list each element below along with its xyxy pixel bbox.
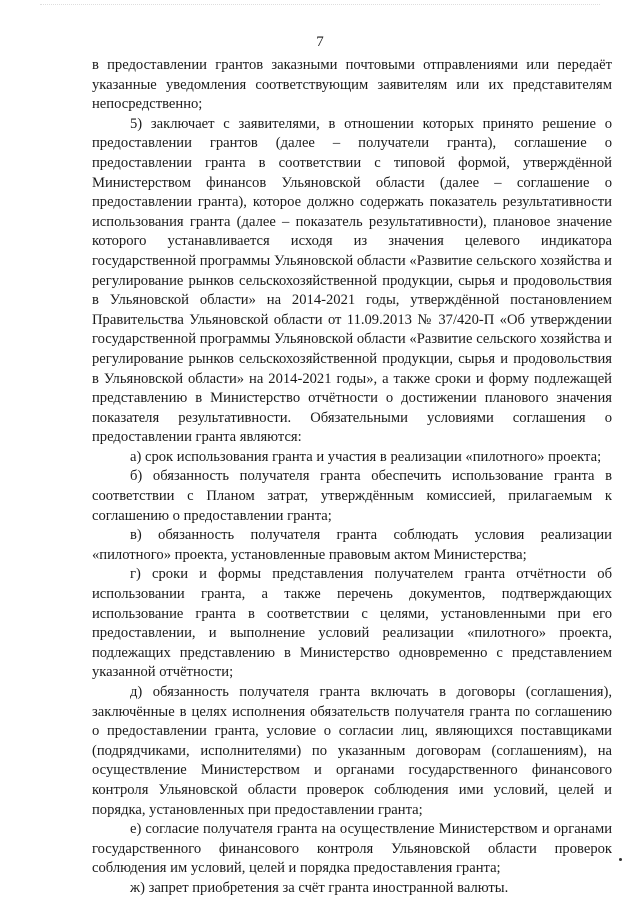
paragraph-subitem-a: а) срок использования гранта и участия в реализации «пилотного» проекта; — [130, 448, 602, 465]
paragraph-item-5: 5) заключает с заявителями, в отношении которых принято решение о предоставлении грантов (далее – получатели гранта), соглашение о предоставлении гранта в соответствии с типовой формой, утверждённой Министерством финансов Ульяновской области (далее – соглашение о предоставлении гранта), которое должно содержать показатель результативности использования гранта (далее – показатель результативности), плановое значение которого устанавливается исходя из значения целевого индикатора государственной программы Ульяновской области «Развитие сельского хозяйства и регулирование рынков сельскохозяйственной продукции, сырья и продовольствия в Ульяновской области» на 2014-2021 годы, утверждённой постановлением Правительства Ульяновской области от 11.09.2013 № 37/420-П «Об утверждении государственной программы Ульяновской области «Развитие сельского хозяйства и регулирование рынков сельскохозяйственной продукции, сырья и продовольствия в Ульяновской области» на 2014-2021 годы», а также сроки и форму подлежащей представлению в Министерство отчётности о достижении планового значения показателя результативности. Обязательными условиями соглашения о предоставлении гранта являются: — [92, 115, 612, 446]
page-number: 7 — [316, 34, 324, 50]
paragraph-subitem-zh: ж) запрет приобретения за счёт гранта иностранной валюты. — [130, 879, 509, 896]
paragraph-continuation: в предоставлении грантов заказными почтовыми отправлениями или передаёт указанные уведомления соответствующим заявителям или их представителям непосредственно; — [92, 57, 612, 113]
scan-dot-mark — [619, 858, 622, 861]
scan-edge-marks — [40, 4, 600, 9]
document-body — [92, 56, 612, 899]
paragraph-subitem-e: е) согласие получателя гранта на осуществление Министерством и органами государственного финансового контроля Ульяновской области проверок соблюдения им условий, целей и порядка предоставления гранта; — [92, 821, 612, 877]
paragraph-subitem-g: г) сроки и формы представления получателем гранта отчётности об использовании гранта, а также перечень документов, подтверждающих использование гранта в соответствии с целями, установленными при его предоставлении, и выполнение условий реализации «пилотного» проекта, подлежащих представлению в Министерство одновременно с представлением указанной отчётности; — [92, 566, 612, 681]
paragraph-subitem-b: б) обязанность получателя гранта обеспечить использование гранта в соответствии с Планом затрат, утверждённым комиссией, прилагаемым к соглашению о предоставлении гранта; — [92, 468, 612, 524]
paragraph-subitem-d: д) обязанность получателя гранта включать в договоры (соглашения), заключённые в целях исполнения обязательств получателя гранта по соглашению о предоставлении гранта, условие о согласии лиц, являющихся поставщиками (подрядчиками, исполнителями) по указанным договорам (соглашениям), на осуществление Министерством и органами государственного финансового контроля Ульяновской области проверок соблюдения ими условий, целей и порядка, установленных при предоставлении гранта; — [92, 684, 612, 818]
paragraph-subitem-v: в) обязанность получателя гранта соблюдать условия реализации «пилотного» проекта, установленные правовым актом Министерства; — [92, 527, 612, 563]
